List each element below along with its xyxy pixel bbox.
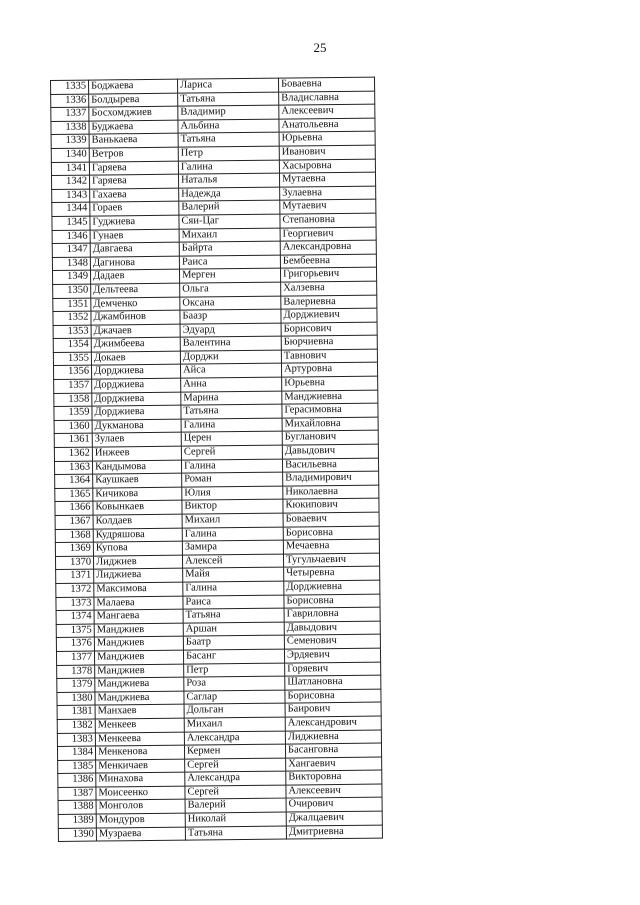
row-number: 1388	[58, 801, 96, 815]
row-number: 1389	[58, 814, 96, 828]
patronymic-cell: Степановна	[280, 213, 376, 228]
patronymic-cell: Хангаевич	[286, 757, 382, 772]
row-number: 1337	[51, 107, 89, 121]
patronymic-cell: Эрдяевич	[284, 648, 380, 663]
row-number: 1338	[51, 121, 89, 135]
row-number: 1349	[52, 270, 90, 284]
first-name-cell: Владимир	[178, 105, 279, 120]
first-name-cell: Валентина	[180, 336, 281, 351]
first-name-cell: Дорджи	[180, 350, 281, 365]
first-name-cell: Галина	[178, 160, 279, 175]
patronymic-cell: Владимирович	[283, 471, 379, 486]
roster-body	[51, 77, 383, 842]
surname-cell: Ковынкаев	[93, 501, 182, 516]
row-number: 1361	[54, 434, 92, 448]
patronymic-cell: Борисович	[281, 322, 377, 337]
first-name-cell: Мерген	[179, 268, 280, 283]
surname-cell: Манджиев	[94, 650, 183, 665]
surname-cell: Болдырева	[89, 93, 178, 108]
patronymic-cell: Михайловна	[282, 417, 378, 432]
surname-cell: Монголов	[96, 800, 185, 815]
surname-cell: Лиджиев	[93, 555, 182, 570]
surname-cell: Гуджиева	[90, 215, 179, 230]
first-name-cell: Юлия	[182, 486, 283, 501]
row-number: 1375	[56, 624, 94, 638]
first-name-cell: Ольга	[180, 282, 281, 297]
patronymic-cell: Четыревна	[284, 566, 380, 581]
patronymic-cell: Баирович	[285, 702, 381, 717]
surname-cell: Докаев	[91, 351, 180, 366]
patronymic-cell: Александрович	[285, 716, 381, 731]
first-name-cell: Замира	[182, 540, 283, 555]
first-name-cell: Галина	[181, 459, 282, 474]
surname-cell: Дельтеева	[91, 283, 180, 298]
first-name-cell: Дольган	[184, 703, 285, 718]
row-number: 1341	[51, 162, 89, 176]
first-name-cell: Роман	[182, 472, 283, 487]
patronymic-cell: Григорьевич	[280, 267, 376, 282]
row-number: 1377	[56, 651, 94, 665]
row-number: 1351	[53, 298, 91, 312]
patronymic-cell: Манджиевна	[282, 390, 378, 405]
first-name-cell: Айса	[180, 364, 281, 379]
patronymic-cell: Шатлановна	[285, 675, 381, 690]
row-number: 1342	[52, 175, 90, 189]
surname-cell: Кичикова	[93, 487, 182, 502]
surname-cell: Дорджиева	[91, 365, 180, 380]
first-name-cell: Сяи-Цаг	[179, 214, 280, 229]
row-number: 1373	[56, 597, 94, 611]
first-name-cell: Анна	[181, 377, 282, 392]
surname-cell: Ванькаева	[89, 134, 178, 149]
surname-cell: Моисеенко	[96, 786, 185, 801]
row-number: 1374	[56, 610, 94, 624]
patronymic-cell: Кюкипович	[283, 498, 379, 513]
surname-cell: Гораев	[90, 202, 179, 217]
first-name-cell: Татьяна	[181, 404, 282, 419]
first-name-cell: Александра	[184, 731, 285, 746]
surname-cell: Демченко	[91, 297, 180, 312]
surname-cell: Манджиев	[94, 623, 183, 638]
surname-cell: Босхомджиев	[89, 106, 178, 121]
row-number: 1346	[52, 230, 90, 244]
row-number: 1364	[55, 474, 93, 488]
row-number: 1385	[58, 760, 96, 774]
first-name-cell: Сергей	[181, 445, 282, 460]
row-number: 1357	[54, 379, 92, 393]
row-number: 1380	[57, 692, 95, 706]
surname-cell: Малаева	[94, 596, 183, 611]
surname-cell: Дорджиева	[92, 392, 181, 407]
surname-cell: Гаряева	[89, 161, 178, 176]
row-number: 1355	[53, 352, 91, 366]
patronymic-cell: Тугульчаевич	[283, 553, 379, 568]
patronymic-cell: Юрьевна	[279, 131, 375, 146]
table-row	[58, 825, 382, 842]
patronymic-cell: Артуровна	[281, 363, 377, 378]
row-number: 1354	[53, 338, 91, 352]
row-number: 1340	[51, 148, 89, 162]
surname-cell: Инжеев	[92, 446, 181, 461]
surname-cell: Колдаев	[93, 514, 182, 529]
first-name-cell: Татьяна	[178, 92, 279, 107]
row-number: 1386	[58, 773, 96, 787]
first-name-cell: Кермен	[184, 744, 285, 759]
patronymic-cell: Бугланович	[282, 431, 378, 446]
surname-cell: Манджиева	[95, 691, 184, 706]
patronymic-cell: Борисовна	[284, 594, 380, 609]
patronymic-cell: Давыдович	[282, 444, 378, 459]
patronymic-cell: Борисовна	[283, 526, 379, 541]
surname-cell: Манджиева	[95, 677, 184, 692]
first-name-cell: Басанг	[183, 649, 284, 664]
surname-cell: Гаряева	[89, 174, 178, 189]
patronymic-cell: Алексеевич	[286, 784, 382, 799]
patronymic-cell: Халзевна	[281, 281, 377, 296]
row-number: 1358	[54, 393, 92, 407]
row-number: 1359	[54, 406, 92, 420]
first-name-cell: Сергей	[185, 758, 286, 773]
patronymic-cell: Боваевна	[278, 77, 374, 92]
patronymic-cell: Герасимовна	[282, 403, 378, 418]
roster-table	[50, 77, 383, 843]
row-number: 1356	[53, 366, 91, 380]
row-number: 1371	[56, 569, 94, 583]
first-name-cell: Татьяна	[178, 132, 279, 147]
patronymic-cell: Мутаевич	[280, 199, 376, 214]
surname-cell: Манджиев	[94, 636, 183, 651]
surname-cell: Максимова	[94, 582, 183, 597]
patronymic-cell: Дорджиевич	[281, 308, 377, 323]
first-name-cell: Татьяна	[183, 608, 284, 623]
patronymic-cell: Владиславна	[279, 91, 375, 106]
patronymic-cell: Дорджиевна	[284, 580, 380, 595]
row-number: 1339	[51, 134, 89, 148]
patronymic-cell: Хасыровна	[279, 159, 375, 174]
first-name-cell: Баатр	[183, 635, 284, 650]
row-number: 1360	[54, 420, 92, 434]
row-number: 1344	[52, 202, 90, 216]
first-name-cell: Лариса	[177, 78, 278, 93]
patronymic-cell: Семенович	[284, 634, 380, 649]
surname-cell: Джимбеева	[91, 337, 180, 352]
patronymic-cell: Мутаевна	[279, 172, 375, 187]
surname-cell: Менкеев	[95, 718, 184, 733]
row-number: 1382	[57, 719, 95, 733]
surname-cell: Мондуров	[96, 813, 185, 828]
patronymic-cell: Зулаевна	[280, 186, 376, 201]
first-name-cell: Николай	[185, 812, 286, 827]
surname-cell: Мангаева	[94, 609, 183, 624]
first-name-cell: Сергей	[185, 785, 286, 800]
surname-cell: Боджаева	[89, 79, 178, 94]
surname-cell: Дорджиева	[92, 378, 181, 393]
patronymic-cell: Анатольевна	[279, 118, 375, 133]
row-number: 1370	[55, 556, 93, 570]
row-number: 1362	[54, 447, 92, 461]
surname-cell: Кудряшова	[93, 528, 182, 543]
surname-cell: Менкенова	[95, 745, 184, 760]
patronymic-cell: Боваевич	[283, 512, 379, 527]
surname-cell: Менкичаев	[96, 759, 185, 774]
row-number: 1379	[57, 678, 95, 692]
row-number: 1368	[55, 529, 93, 543]
row-number: 1347	[52, 243, 90, 257]
row-number: 1383	[57, 733, 95, 747]
surname-cell: Гахаева	[90, 188, 179, 203]
first-name-cell: Галина	[183, 581, 284, 596]
row-number: 1367	[55, 515, 93, 529]
surname-cell: Дадаев	[90, 269, 179, 284]
patronymic-cell: Дмитриевна	[286, 825, 382, 840]
row-number: 1365	[55, 488, 93, 502]
first-name-cell: Валерий	[185, 799, 286, 814]
surname-cell: Джамбинов	[91, 310, 180, 325]
patronymic-cell: Бембеевна	[280, 254, 376, 269]
patronymic-cell: Гавриловна	[284, 607, 380, 622]
patronymic-cell: Очирович	[286, 798, 382, 813]
first-name-cell: Валерий	[179, 200, 280, 215]
row-number: 1335	[51, 80, 89, 94]
row-number: 1345	[52, 216, 90, 230]
first-name-cell: Раиса	[183, 595, 284, 610]
row-number: 1378	[57, 665, 95, 679]
surname-cell: Зулаев	[92, 433, 181, 448]
patronymic-cell: Бюрчиевна	[281, 335, 377, 350]
surname-cell: Манджиев	[95, 664, 184, 679]
patronymic-cell: Басанговна	[285, 743, 381, 758]
first-name-cell: Алексей	[182, 554, 283, 569]
first-name-cell: Саглар	[184, 690, 285, 705]
surname-cell: Лиджиева	[94, 569, 183, 584]
patronymic-cell: Иванович	[279, 145, 375, 160]
surname-cell: Минахова	[96, 772, 185, 787]
row-number: 1372	[56, 583, 94, 597]
first-name-cell: Майя	[183, 567, 284, 582]
row-number: 1363	[54, 461, 92, 475]
first-name-cell: Наталья	[178, 173, 279, 188]
patronymic-cell: Алексеевич	[279, 104, 375, 119]
first-name-cell: Аршан	[183, 622, 284, 637]
row-number: 1352	[53, 311, 91, 325]
row-number: 1381	[57, 705, 95, 719]
patronymic-cell: Георгиевич	[280, 227, 376, 242]
first-name-cell: Михаил	[179, 228, 280, 243]
first-name-cell: Александра	[185, 771, 286, 786]
row-number: 1343	[52, 189, 90, 203]
patronymic-cell: Лиджиевна	[285, 730, 381, 745]
row-number: 1336	[51, 94, 89, 108]
row-number: 1376	[56, 637, 94, 651]
row-number: 1366	[55, 501, 93, 515]
surname-cell: Музраева	[96, 827, 185, 842]
row-number: 1387	[58, 787, 96, 801]
patronymic-cell: Валериевна	[281, 295, 377, 310]
surname-cell: Кандымова	[92, 460, 181, 475]
surname-cell: Дагинова	[90, 256, 179, 271]
first-name-cell: Оксана	[180, 296, 281, 311]
patronymic-cell: Борисовна	[285, 689, 381, 704]
first-name-cell: Галина	[181, 418, 282, 433]
surname-cell: Буджаева	[89, 120, 178, 135]
first-name-cell: Роза	[184, 676, 285, 691]
page-number: 25	[313, 40, 327, 55]
patronymic-cell: Александровна	[280, 240, 376, 255]
surname-cell: Каушкаев	[93, 473, 182, 488]
patronymic-cell: Джалцаевич	[286, 811, 382, 826]
row-number: 1348	[52, 257, 90, 271]
surname-cell: Ветров	[89, 147, 178, 162]
first-name-cell: Татьяна	[185, 826, 286, 841]
surname-cell: Джачаев	[91, 324, 180, 339]
patronymic-cell: Юрьевна	[282, 376, 378, 391]
first-name-cell: Байрта	[179, 241, 280, 256]
row-number: 1369	[55, 542, 93, 556]
patronymic-cell: Викторовна	[286, 770, 382, 785]
first-name-cell: Церен	[181, 432, 282, 447]
first-name-cell: Марина	[181, 391, 282, 406]
surname-cell: Купова	[93, 541, 182, 556]
surname-cell: Дукманова	[92, 419, 181, 434]
surname-cell: Давгаева	[90, 242, 179, 257]
patronymic-cell: Давыдович	[284, 621, 380, 636]
first-name-cell: Раиса	[179, 255, 280, 270]
first-name-cell: Эдуард	[180, 323, 281, 338]
patronymic-cell: Николаевна	[283, 485, 379, 500]
row-number: 1384	[57, 746, 95, 760]
first-name-cell: Михаил	[184, 717, 285, 732]
surname-cell: Манхаев	[95, 704, 184, 719]
row-number: 1390	[58, 828, 96, 842]
patronymic-cell: Васильевна	[282, 458, 378, 473]
surname-cell: Дорджиева	[92, 405, 181, 420]
patronymic-cell: Горяевич	[285, 662, 381, 677]
surname-cell: Менкеева	[95, 732, 184, 747]
first-name-cell: Михаил	[182, 513, 283, 528]
first-name-cell: Баазр	[180, 309, 281, 324]
first-name-cell: Петр	[178, 146, 279, 161]
first-name-cell: Галина	[182, 527, 283, 542]
first-name-cell: Петр	[184, 663, 285, 678]
patronymic-cell: Тавнович	[281, 349, 377, 364]
first-name-cell: Альбина	[178, 119, 279, 134]
row-number: 1353	[53, 325, 91, 339]
patronymic-cell: Мечаевна	[283, 539, 379, 554]
first-name-cell: Виктор	[182, 499, 283, 514]
surname-cell: Гунаев	[90, 229, 179, 244]
row-number: 1350	[53, 284, 91, 298]
first-name-cell: Надежда	[179, 187, 280, 202]
